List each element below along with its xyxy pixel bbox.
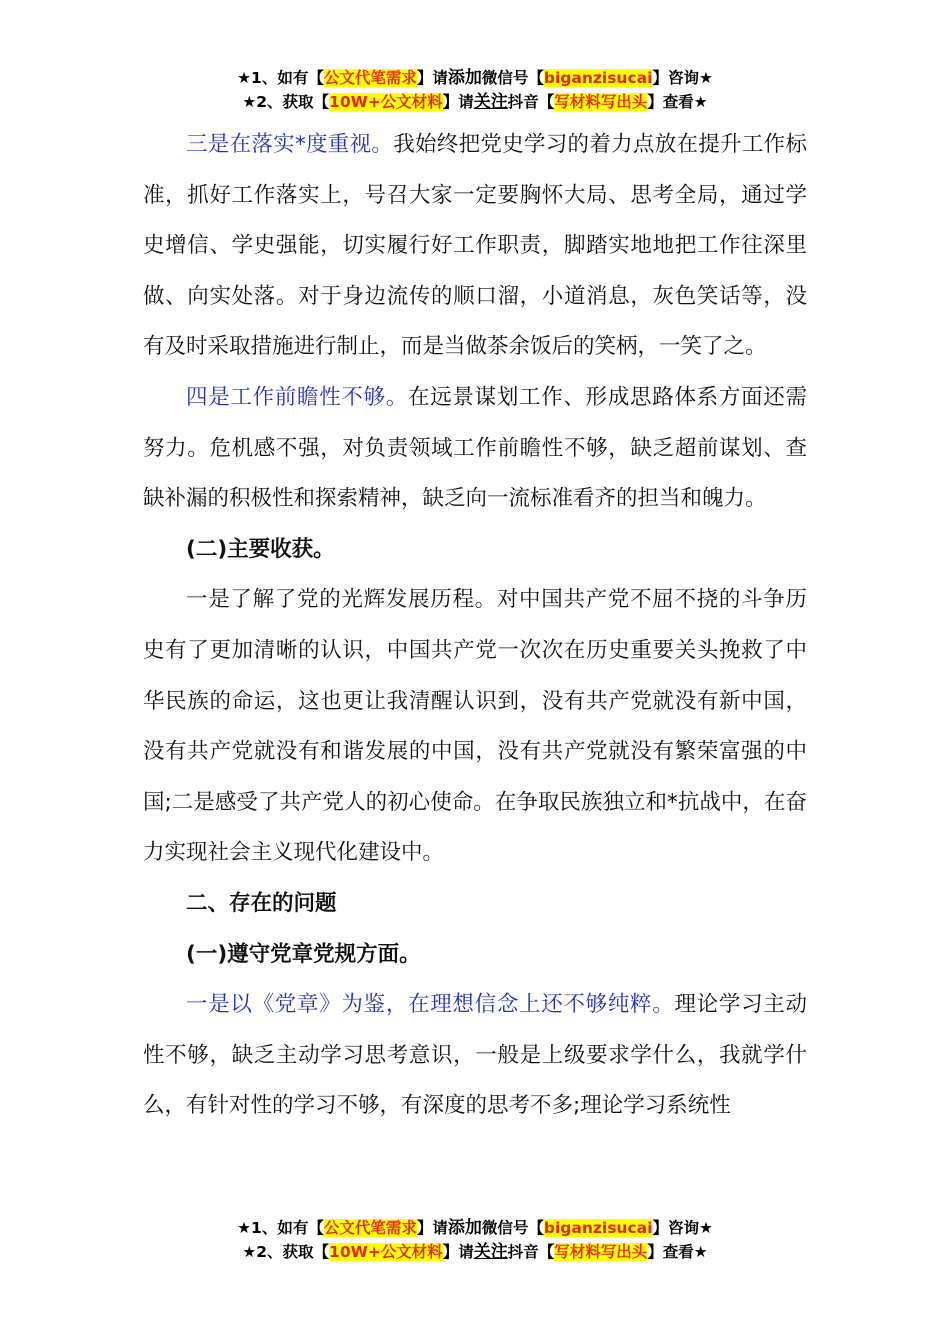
paragraph-lead: 四是工作前瞻性不够。 (186, 384, 409, 410)
banner-highlight: 公文代笔需求 (323, 1219, 417, 1237)
banner-line-1 (0, 66, 950, 90)
banner-text: 】请 (416, 69, 448, 87)
document-body (143, 120, 807, 1132)
paragraph (143, 120, 807, 373)
banner-text: 】请 (416, 1219, 448, 1237)
section-heading: (二)主要收获。 (186, 536, 335, 562)
banner-text: 】请 (442, 1243, 474, 1261)
banner-line-2 (0, 90, 950, 114)
banner-text: 微信号【 (481, 1219, 544, 1237)
banner-text: ★2、获取【 (242, 1243, 330, 1261)
banner-emphasis: 添加 (447, 1218, 482, 1238)
banner-text: 抖音【 (507, 1243, 555, 1261)
paragraph-text: 一是了解了党的光辉发展历程。对中国共产党不屈不挠的斗争历史有了更加清晰的认识，中国共产党一次次在历史重要关头挽救了中华民族的命运，这也更让我清醒认识到，没有共产党就没有新中国，没有共产党就没有和谐发展的中国，没有共产党就没有繁荣富强的中国;二是感受了共产党人的初心使命。在争取民族独立和*抗战中，在奋力实现社会主义现代化建设中。 (143, 587, 807, 866)
banner-wechat-id: biganzisucai (543, 69, 653, 87)
section-heading: (一)遵守党章党规方面。 (186, 941, 421, 967)
paragraph (143, 575, 807, 879)
banner-text: ★1、如有【 (237, 1219, 324, 1237)
banner-text: 微信号【 (481, 69, 544, 87)
section-heading: 二、存在的问题 (186, 890, 337, 916)
banner-text: ★1、如有【 (237, 69, 324, 87)
banner-text: ★2、获取【 (242, 93, 330, 111)
banner-line-2 (0, 1240, 950, 1264)
paragraph-text: 在远景谋划工作、形成思路体系方面还需努力。危机感不强，对负责领域工作前瞻性不够，缺乏超前谋划、查缺补漏的积极性和探索精神，缺乏向一流标准看齐的担当和魄力。 (143, 384, 807, 512)
banner-text: 】咨询★ (652, 69, 713, 87)
banner-text: 】查看★ (647, 1243, 708, 1261)
paragraph-text: 理论学习主动性不够，缺乏主动学习思考意识，一般是上级要求学什么，我就学什么，有针对性的学习不够，有深度的思考不多;理论学习系统性 (143, 992, 807, 1119)
banner-douyin-id: 写材料写出头 (554, 1243, 648, 1261)
banner-text: 抖音【 (507, 93, 555, 111)
banner-emphasis: 关注 (473, 92, 508, 112)
banner-emphasis: 添加 (447, 68, 482, 88)
banner-line-1 (0, 1216, 950, 1240)
banner-text: 】查看★ (647, 93, 708, 111)
paragraph (143, 980, 807, 1132)
banner-text: 】请 (442, 93, 474, 111)
banner-wechat-id: biganzisucai (543, 1219, 653, 1237)
paragraph (143, 373, 807, 525)
paragraph-lead: 三是在落实*度重视。 (186, 132, 394, 157)
banner-emphasis: 关注 (473, 1242, 508, 1262)
paragraph-text: 我始终把党史学习的着力点放在提升工作标准，抓好工作落实上，号召大家一定要胸怀大局、思考全局，通过学史增信、学史强能，切实履行好工作职责，脚踏实地地把工作往深里做、向实处落。对于身边流传的顺口溜，小道消息，灰色笑话等，没有及时采取措施进行制止，而是当做茶余饭后的笑柄，一笑了之。 (143, 132, 807, 360)
banner-highlight: 10W+公文材料 (329, 93, 443, 111)
paragraph-lead: 一是以《党章》为鉴，在理想信念上还不够纯粹。 (186, 992, 675, 1018)
banner-douyin-id: 写材料写出头 (554, 93, 648, 111)
footer-banner (0, 1216, 950, 1264)
banner-highlight: 10W+公文材料 (329, 1243, 443, 1261)
banner-text: 】咨询★ (652, 1219, 713, 1237)
header-banner (0, 66, 950, 114)
banner-highlight: 公文代笔需求 (323, 69, 417, 87)
